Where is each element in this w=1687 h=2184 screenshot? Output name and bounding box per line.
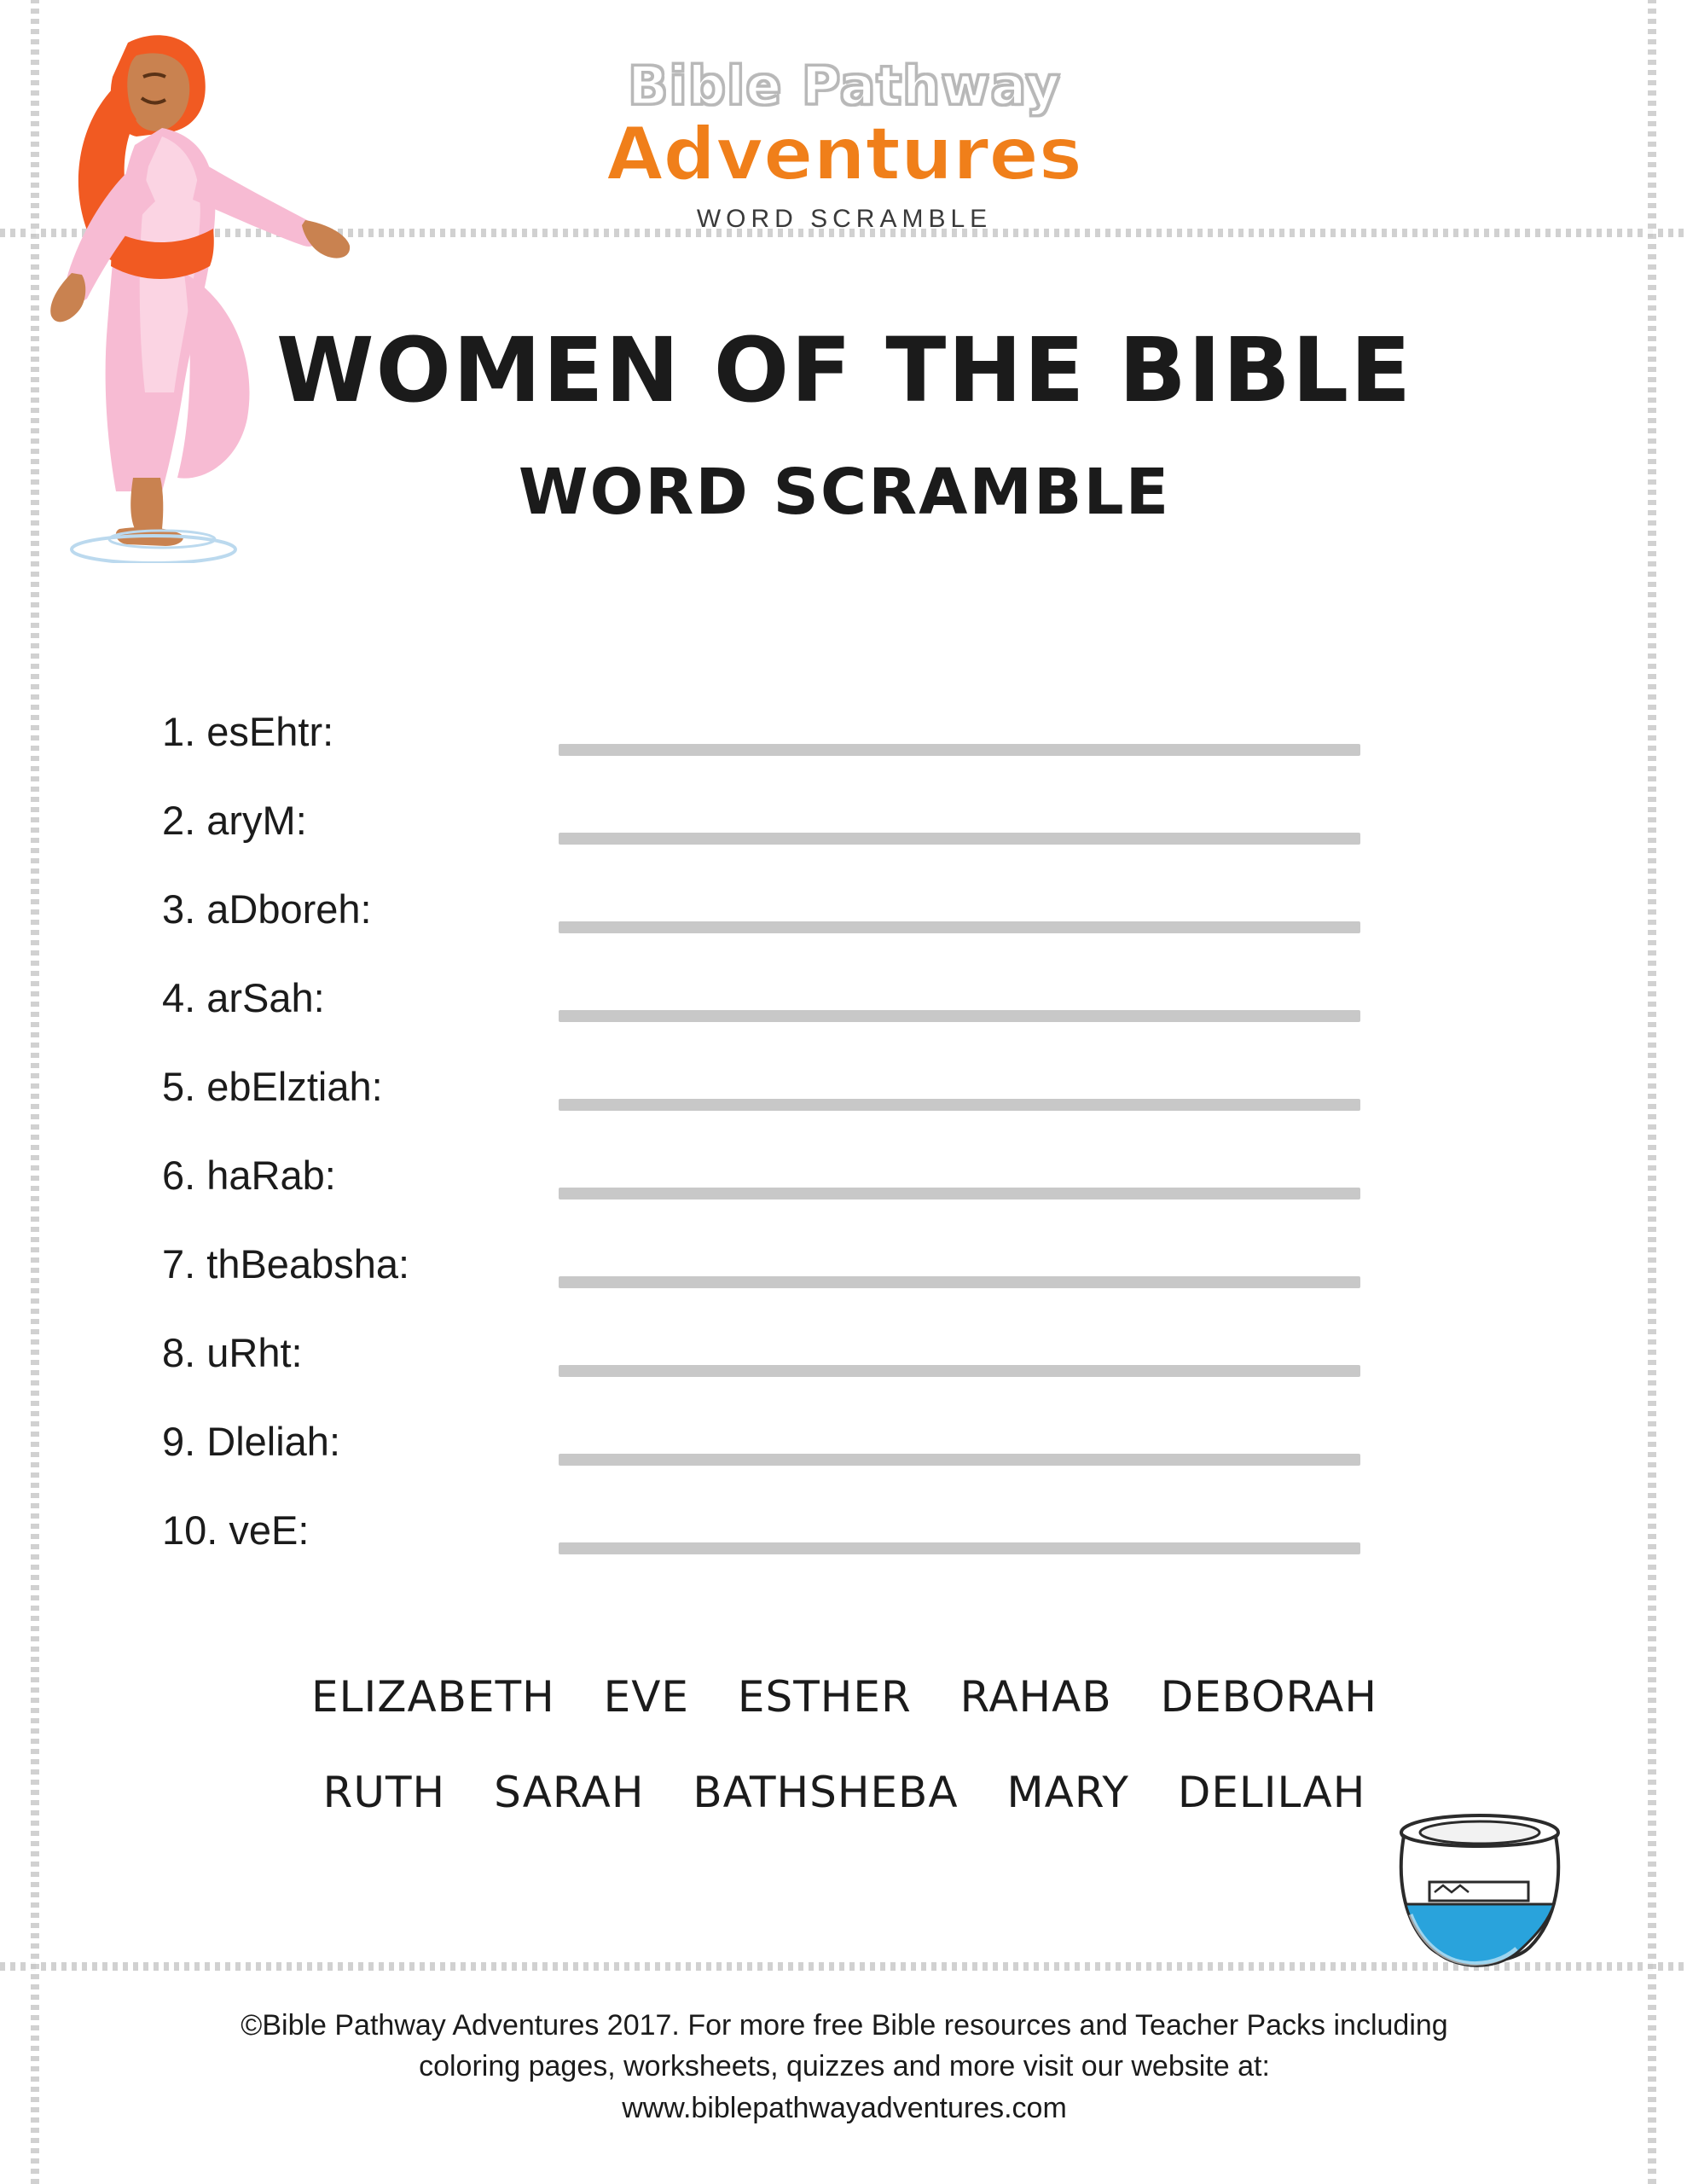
word-bank: [162, 1672, 1527, 1863]
list-item: [162, 1232, 1382, 1321]
scramble-label-2: [162, 797, 307, 844]
item-number: 6.: [162, 1153, 196, 1198]
item-scramble: ebElztiah:: [206, 1064, 383, 1109]
list-item: [162, 1498, 1382, 1587]
answer-line-9[interactable]: [559, 1454, 1360, 1466]
scramble-label-6: [162, 1152, 336, 1199]
scramble-label-7: [162, 1240, 409, 1287]
list-item: [162, 966, 1382, 1054]
item-scramble: veE:: [229, 1507, 310, 1553]
scramble-label-10: [162, 1507, 309, 1554]
word-bank-item: MARY: [1006, 1768, 1129, 1817]
list-item: [162, 788, 1382, 877]
footer-website[interactable]: www.biblepathwayadventures.com: [622, 2091, 1067, 2124]
answer-line-8[interactable]: [559, 1365, 1360, 1377]
word-bank-item: ESTHER: [737, 1672, 912, 1722]
logo-line-2: Adventures: [606, 112, 1082, 197]
scramble-label-1: [162, 708, 333, 755]
word-bank-row-2: [162, 1768, 1527, 1817]
answer-line-5[interactable]: [559, 1099, 1360, 1111]
item-scramble: esEhtr:: [206, 709, 334, 754]
scramble-label-8: [162, 1329, 303, 1376]
right-dashed-divider: [1648, 0, 1656, 2184]
item-scramble: thBeabsha:: [206, 1241, 410, 1287]
answer-line-1[interactable]: [559, 744, 1360, 756]
scramble-label-4: [162, 974, 325, 1021]
item-number: 2.: [162, 798, 196, 843]
item-scramble: aDboreh:: [206, 886, 372, 932]
word-bank-item: BATHSHEBA: [693, 1768, 959, 1817]
list-item: [162, 1054, 1382, 1143]
word-bank-row-1: [162, 1672, 1527, 1722]
list-item: [162, 877, 1382, 966]
scramble-label-3: [162, 886, 372, 932]
word-bank-item: ELIZABETH: [311, 1672, 555, 1722]
item-number: 5.: [162, 1064, 196, 1109]
word-bank-item: SARAH: [494, 1768, 645, 1817]
word-bank-item: DEBORAH: [1160, 1672, 1377, 1722]
scramble-label-9: [162, 1418, 340, 1465]
logo-subtitle: WORD SCRAMBLE: [696, 205, 993, 234]
list-item: [162, 700, 1382, 788]
logo-line-1: Bible Pathway: [628, 55, 1061, 117]
word-bank-item: RUTH: [322, 1768, 446, 1817]
answer-line-4[interactable]: [559, 1010, 1360, 1022]
footer-copyright: [85, 2005, 1603, 2129]
answer-line-3[interactable]: [559, 921, 1360, 933]
item-scramble: uRht:: [206, 1330, 303, 1375]
answer-line-10[interactable]: [559, 1542, 1360, 1554]
item-number: 9.: [162, 1419, 196, 1464]
scramble-label-5: [162, 1063, 383, 1110]
item-number: 10.: [162, 1507, 218, 1553]
water-jar-illustration: [1382, 1809, 1578, 1979]
list-item: [162, 1143, 1382, 1232]
answer-line-7[interactable]: [559, 1276, 1360, 1288]
item-scramble: haRab:: [206, 1153, 336, 1198]
item-scramble: Dleliah:: [206, 1419, 341, 1464]
item-number: 1.: [162, 709, 196, 754]
word-bank-item: EVE: [603, 1672, 690, 1722]
list-item: [162, 1321, 1382, 1409]
page-title: WOMEN OF THE BIBLE: [275, 318, 1413, 422]
word-bank-item: RAHAB: [959, 1672, 1112, 1722]
answer-line-2[interactable]: [559, 833, 1360, 845]
footer-line-2: coloring pages, worksheets, quizzes and more visit our website at:: [419, 2050, 1270, 2083]
item-number: 7.: [162, 1241, 196, 1287]
page-subtitle: WORD SCRAMBLE: [518, 456, 1171, 529]
item-number: 3.: [162, 886, 196, 932]
item-number: 4.: [162, 975, 196, 1020]
item-scramble: aryM:: [206, 798, 307, 843]
brand-logo: [563, 55, 1126, 234]
scramble-list: [162, 700, 1382, 1587]
word-bank-item: DELILAH: [1177, 1768, 1366, 1817]
answer-line-6[interactable]: [559, 1188, 1360, 1199]
item-number: 8.: [162, 1330, 196, 1375]
list-item: [162, 1409, 1382, 1498]
footer-line-1: ©Bible Pathway Adventures 2017. For more free Bible resources and Teacher Packs including: [241, 2009, 1448, 2042]
item-scramble: arSah:: [206, 975, 325, 1020]
